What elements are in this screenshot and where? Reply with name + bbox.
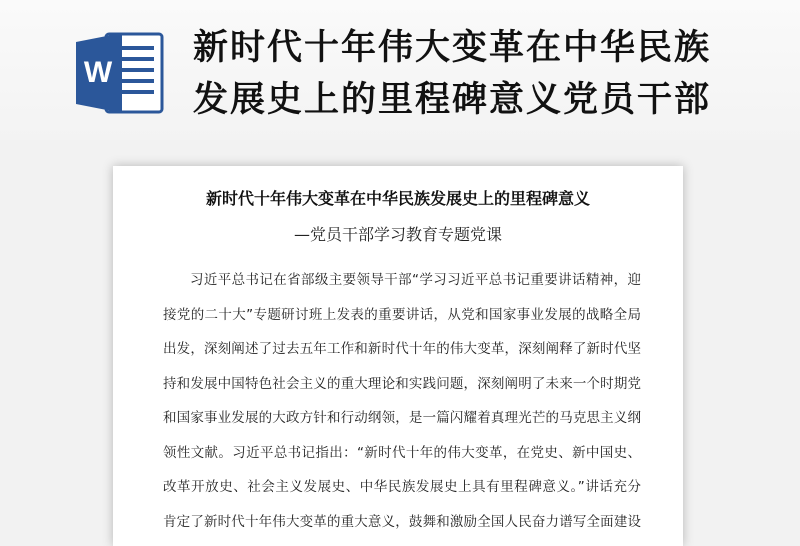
banner-title — [193, 22, 793, 126]
document-page — [113, 166, 683, 546]
word-icon-letter: W — [83, 56, 113, 89]
body-line: 习近平总书记在省部级主要领导干部“学习习近平总书记重要讲话精神，迎 — [190, 272, 641, 288]
body-line: 和国家事业发展的大政方针和行动纲领，是一篇闪耀着真理光芒的马克思主义纲 — [163, 410, 641, 426]
body-line: 改革开放史、社会主义发展史、中华民族发展史上具有里程碑意义。”讲话充分 — [163, 479, 641, 495]
body-line: 接党的二十大”专题研讨班上发表的重要讲话，从党和国家事业发展的战略全局 — [163, 306, 641, 323]
body-line: 持和发展中国特色社会主义的重大理论和实践问题，深刻阐明了未来一个时期党 — [163, 375, 641, 392]
document-body — [163, 269, 641, 545]
document-subtitle: —党员干部学习教育专题党课 — [293, 225, 502, 244]
body-line: 出发，深刻阐述了过去五年工作和新时代十年的伟大变革，深刻阐释了新时代坚 — [163, 341, 641, 357]
document-title: 新时代十年伟大变革在中华民族发展史上的里程碑意义 — [205, 189, 590, 208]
banner-title-line-2: 发展史上的里程碑意义党员干部 — [193, 80, 712, 120]
banner-title-line-1: 新时代十年伟大变革在中华民族 — [193, 28, 712, 68]
word-document-icon — [76, 30, 166, 116]
banner — [0, 0, 800, 140]
body-line: 肯定了新时代十年伟大变革的重大意义，鼓舞和激励全国人民奋力谱写全面建设 — [163, 513, 641, 530]
body-line: 领性文献。习近平总书记指出：“新时代十年的伟大变革，在党史、新中国史、 — [163, 444, 641, 461]
